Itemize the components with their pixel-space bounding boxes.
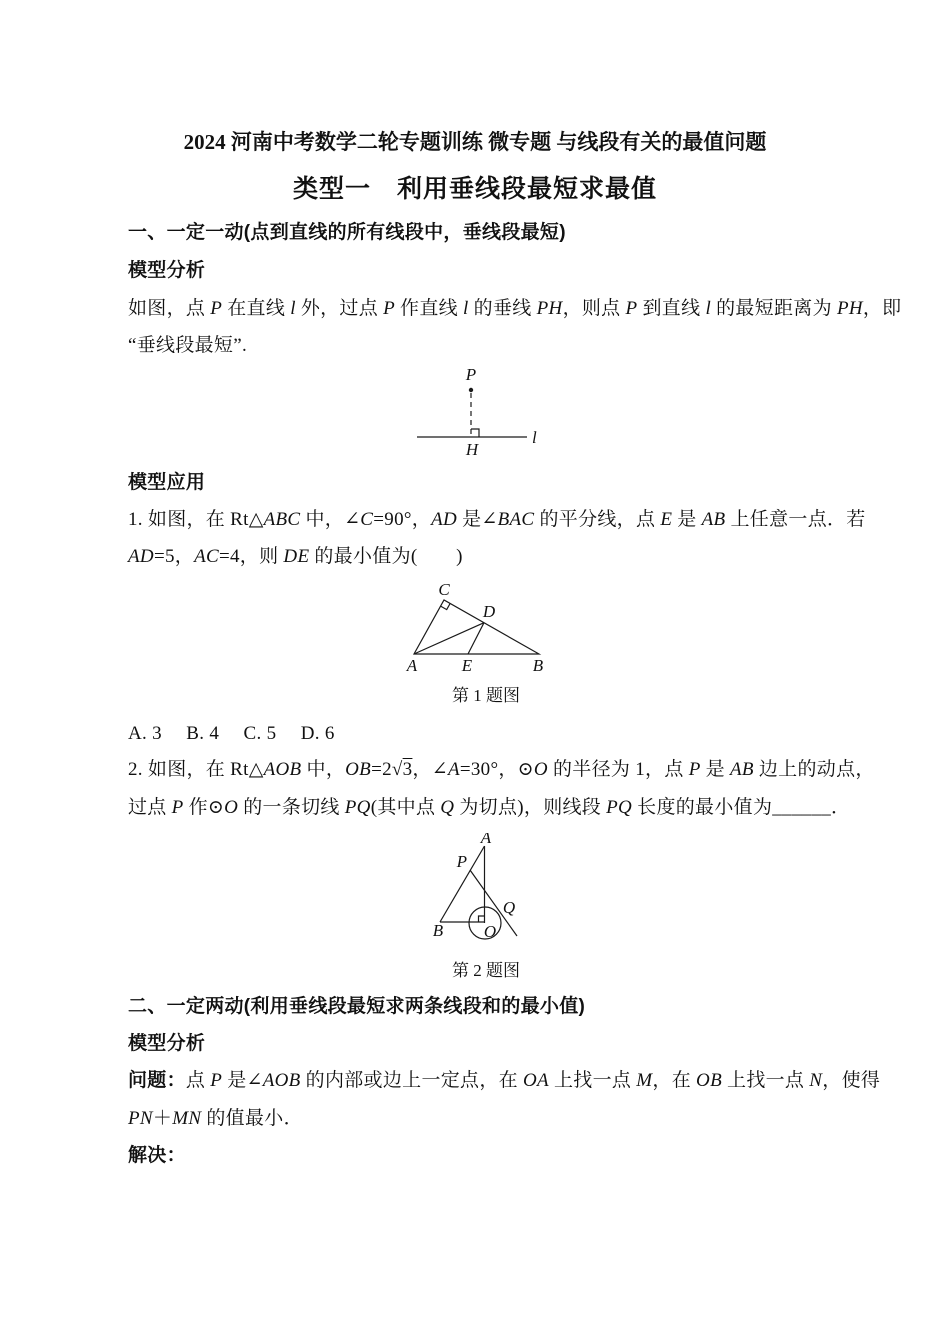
- type-title: 类型一 利用垂线段最短求最值: [292, 175, 657, 203]
- analysis-paragraph-line1: 如图，点 P 在直线 l 外，过点 P 作直线 l 的垂线 PH，则点 P 到直线 l 的最短距离为 PH，即: [128, 298, 902, 319]
- section1-heading: 一、一定一动(点到直线的所有线段中，垂线段最短): [128, 222, 566, 243]
- question2-line2: 过点 P 作⊙O 的一条切线 PQ(其中点 Q 为切点)，则线段 PQ 长度的最小值为______．: [128, 797, 851, 818]
- question1-line1: 1. 如图，在 Rt△ABC 中，∠C=90°，AD 是∠BAC 的平分线，点 E 是 AB 上任意一点．若: [128, 509, 866, 530]
- segment-DE: [468, 623, 484, 654]
- label-O: O: [483, 922, 497, 941]
- question2-line1: 2. 如图，在 Rt△AOB 中，OB=2√3，∠A=30°，⊙O 的半径为 1，点 P 是 AB 边上的动点，: [128, 759, 875, 780]
- problem-line1: 问题：点 P 是∠AOB 的内部或边上一定点，在 OA 上找一点 M，在 OB 上找一点 N，使得: [128, 1070, 881, 1091]
- label-E: E: [461, 656, 473, 675]
- document-title: 2024 河南中考数学二轮专题训练 微专题 与线段有关的最值问题: [183, 130, 767, 154]
- figure-question1: [400, 582, 555, 676]
- label-C: C: [438, 582, 450, 599]
- problem-line2: PN＋MN 的值最小．: [128, 1108, 303, 1129]
- label-D: D: [482, 602, 496, 621]
- question1-options: A. 3 B. 4 C. 5 D. 6: [128, 723, 335, 744]
- question1-line2: AD=5，AC=4，则 DE 的最小值为( ): [128, 546, 463, 567]
- model-apply-heading: 模型应用: [128, 472, 206, 493]
- label-P: P: [456, 852, 467, 871]
- figure-question2: [425, 833, 530, 951]
- segment-AD: [414, 623, 484, 654]
- figure1-caption: 第 1 题图: [452, 686, 520, 705]
- label-A: A: [480, 833, 492, 847]
- figure2-caption: 第 2 题图: [452, 961, 520, 980]
- label-H: H: [465, 440, 479, 459]
- solve-heading: 解决：: [128, 1145, 186, 1166]
- label-Q: Q: [502, 898, 516, 917]
- model-analysis-heading-1: 模型分析: [128, 260, 206, 281]
- section2-heading: 二、一定两动(利用垂线段最短求两条线段和的最小值): [128, 996, 586, 1017]
- label-B: B: [532, 656, 544, 675]
- label-P: P: [465, 366, 477, 384]
- label-B: B: [432, 921, 444, 940]
- label-A: A: [406, 656, 418, 675]
- analysis-paragraph-line2: “垂线段最短”.: [128, 335, 248, 356]
- figure-perpendicular-model: [408, 366, 548, 462]
- model-analysis-heading-2: 模型分析: [128, 1033, 206, 1054]
- right-angle-mark-H: [471, 429, 479, 437]
- label-l: l: [532, 428, 537, 447]
- point-P-dot: [469, 388, 473, 392]
